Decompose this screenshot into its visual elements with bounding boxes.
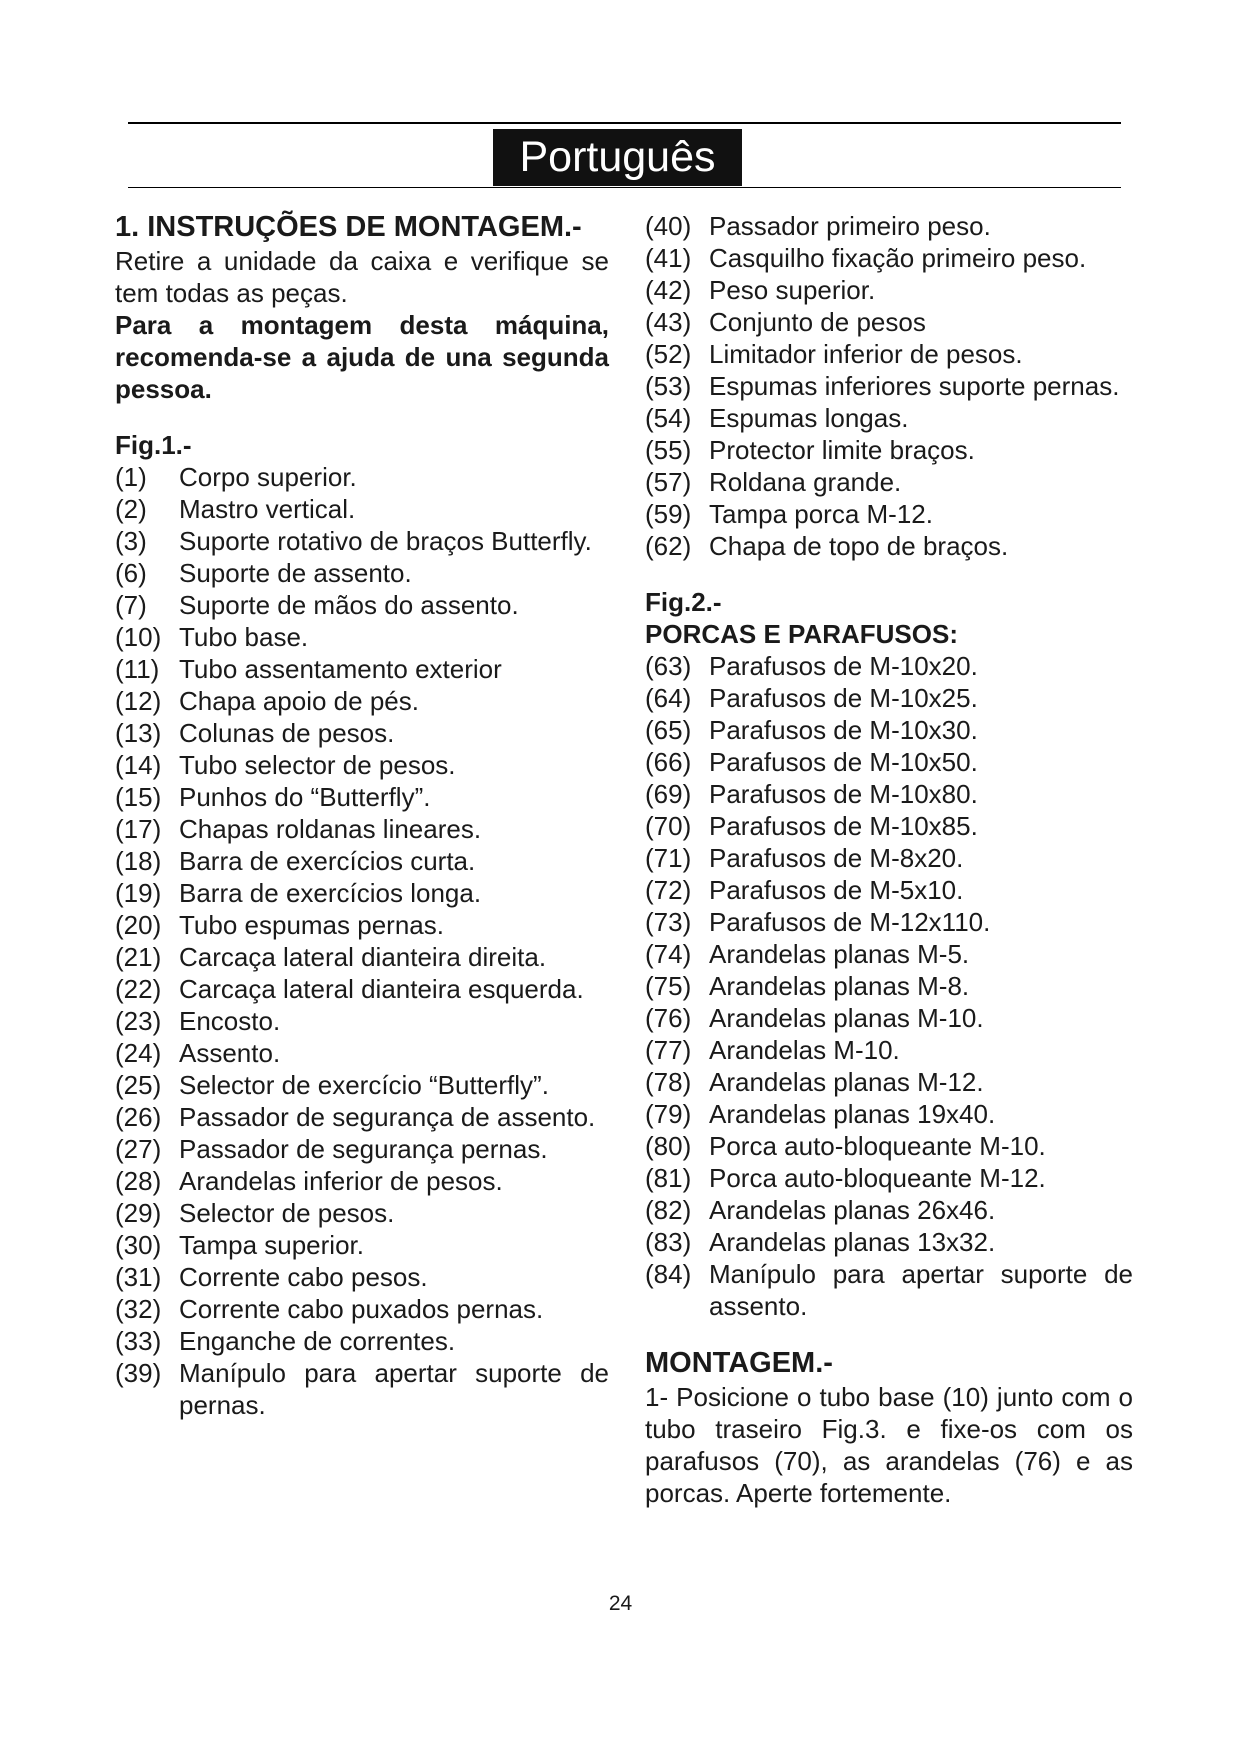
list-item	[115, 749, 609, 781]
item-text: Passador de segurança de assento.	[179, 1102, 596, 1132]
list-item	[115, 717, 609, 749]
list-item	[115, 621, 609, 653]
item-number: (23)	[115, 1006, 162, 1036]
item-text: Arandelas planas M-8.	[709, 971, 970, 1001]
list-item	[645, 810, 1133, 842]
list-item	[115, 941, 609, 973]
intro-paragraph: Retire a unidade da caixa e verifique se tem todas as peças.	[115, 246, 609, 308]
item-text: Carcaça lateral dianteira direita.	[179, 942, 547, 972]
item-text: Chapa de topo de braços.	[709, 531, 1009, 561]
item-number: (42)	[645, 275, 692, 305]
list-item	[645, 874, 1133, 906]
list-item	[115, 1261, 609, 1293]
item-text: Colunas de pesos.	[179, 718, 395, 748]
item-text: Parafusos de M-12x110.	[709, 907, 991, 937]
header-rule-bottom	[128, 187, 1121, 188]
fig2-heading: PORCAS E PARAFUSOS:	[645, 619, 958, 649]
item-number: (74)	[645, 939, 692, 969]
item-number: (32)	[115, 1294, 162, 1324]
item-number: (11)	[115, 654, 160, 684]
list-item	[645, 906, 1133, 938]
list-item	[115, 1069, 609, 1101]
item-text: Punhos do “Butterfly”.	[179, 782, 431, 812]
item-text: Parafusos de M-10x80.	[709, 779, 978, 809]
parts-list-right	[645, 210, 1133, 562]
list-item	[645, 1034, 1133, 1066]
item-text: Manípulo para apertar suporte de assento.	[709, 1259, 1133, 1321]
list-item	[115, 1037, 609, 1069]
item-number: (84)	[645, 1259, 692, 1289]
item-number: (41)	[645, 243, 692, 273]
item-number: (39)	[115, 1358, 162, 1388]
item-text: Chapa apoio de pés.	[179, 686, 419, 716]
list-item	[115, 877, 609, 909]
list-item	[645, 1162, 1133, 1194]
item-number: (40)	[645, 211, 692, 241]
item-number: (66)	[645, 747, 692, 777]
list-item	[645, 242, 1133, 274]
item-text: Carcaça lateral dianteira esquerda.	[179, 974, 584, 1004]
item-text: Tubo base.	[179, 622, 309, 652]
item-number: (59)	[645, 499, 692, 529]
list-item	[645, 1258, 1133, 1322]
item-text: Suporte de assento.	[179, 558, 412, 588]
fig1-label: Fig.1.-	[115, 430, 192, 460]
item-number: (25)	[115, 1070, 162, 1100]
item-text: Parafusos de M-10x20.	[709, 651, 978, 681]
list-item	[115, 589, 609, 621]
item-number: (33)	[115, 1326, 162, 1356]
item-number: (14)	[115, 750, 162, 780]
item-number: (31)	[115, 1262, 162, 1292]
item-text: Encosto.	[179, 1006, 281, 1036]
item-text: Parafusos de M-10x25.	[709, 683, 978, 713]
list-item	[645, 1002, 1133, 1034]
item-text: Peso superior.	[709, 275, 876, 305]
list-item	[645, 778, 1133, 810]
item-text: Chapas roldanas lineares.	[179, 814, 482, 844]
item-number: (27)	[115, 1134, 162, 1164]
item-text: Assento.	[179, 1038, 281, 1068]
item-number: (22)	[115, 974, 162, 1004]
item-text: Limitador inferior de pesos.	[709, 339, 1023, 369]
list-item	[645, 530, 1133, 562]
item-text: Parafusos de M-10x85.	[709, 811, 978, 841]
list-item	[645, 1194, 1133, 1226]
list-item	[115, 781, 609, 813]
item-text: Arandelas planas M-12.	[709, 1067, 984, 1097]
item-text: Barra de exercícios curta.	[179, 846, 476, 876]
list-item	[115, 1165, 609, 1197]
item-text: Suporte de mãos do assento.	[179, 590, 519, 620]
item-number: (12)	[115, 686, 162, 716]
right-column	[645, 210, 1133, 1509]
item-text: Porca auto-bloqueante M-10.	[709, 1131, 1046, 1161]
item-text: Tampa porca M-12.	[709, 499, 933, 529]
advice-paragraph: Para a montagem desta máquina, recomenda-se a ajuda de una segunda pessoa.	[115, 310, 609, 404]
list-item	[645, 970, 1133, 1002]
list-item	[115, 493, 609, 525]
item-number: (57)	[645, 467, 692, 497]
item-number: (10)	[115, 622, 162, 652]
assembly-step-1: 1- Posicione o tubo base (10) junto com o tubo traseiro Fig.3. e fixe-os com os parafusos (70), as arandelas (76) e as porcas. Aperte fortemente.	[645, 1382, 1133, 1508]
item-text: Corpo superior.	[179, 462, 357, 492]
item-number: (78)	[645, 1067, 692, 1097]
item-number: (81)	[645, 1163, 692, 1193]
item-text: Roldana grande.	[709, 467, 902, 497]
list-item	[645, 842, 1133, 874]
parts-list-left	[115, 461, 609, 1421]
item-text: Arandelas planas 26x46.	[709, 1195, 996, 1225]
item-number: (28)	[115, 1166, 162, 1196]
item-text: Corrente cabo pesos.	[179, 1262, 428, 1292]
item-text: Enganche de correntes.	[179, 1326, 456, 1356]
item-number: (53)	[645, 371, 692, 401]
list-item	[645, 682, 1133, 714]
item-number: (3)	[115, 526, 147, 556]
item-number: (6)	[115, 558, 147, 588]
screws-list	[645, 650, 1133, 1322]
language-banner: Português	[493, 129, 742, 186]
item-text: Tubo assentamento exterior	[179, 654, 502, 684]
item-number: (65)	[645, 715, 692, 745]
item-number: (29)	[115, 1198, 162, 1228]
item-text: Parafusos de M-10x50.	[709, 747, 978, 777]
section-title: 1. INSTRUÇÕES DE MONTAGEM.-	[115, 211, 582, 243]
item-number: (73)	[645, 907, 692, 937]
list-item	[115, 813, 609, 845]
item-number: (20)	[115, 910, 162, 940]
item-text: Tampa superior.	[179, 1230, 364, 1260]
header-rule-top	[128, 122, 1121, 124]
list-item	[645, 1226, 1133, 1258]
item-text: Arandelas M-10.	[709, 1035, 900, 1065]
item-text: Suporte rotativo de braços Butterfly.	[179, 526, 592, 556]
item-number: (43)	[645, 307, 692, 337]
item-text: Parafusos de M-10x30.	[709, 715, 978, 745]
list-item	[645, 370, 1133, 402]
item-number: (1)	[115, 462, 147, 492]
list-item	[645, 1066, 1133, 1098]
list-item	[115, 685, 609, 717]
page-number: 24	[608, 1592, 633, 1615]
item-number: (63)	[645, 651, 692, 681]
item-number: (70)	[645, 811, 692, 841]
list-item	[645, 402, 1133, 434]
list-item	[645, 1098, 1133, 1130]
item-text: Manípulo para apertar suporte de pernas.	[179, 1358, 609, 1420]
item-number: (77)	[645, 1035, 692, 1065]
item-number: (79)	[645, 1099, 692, 1129]
item-number: (52)	[645, 339, 692, 369]
fig2-label: Fig.2.-	[645, 587, 722, 617]
list-item	[115, 557, 609, 589]
list-item	[645, 466, 1133, 498]
item-text: Arandelas planas 19x40.	[709, 1099, 996, 1129]
item-text: Arandelas planas M-10.	[709, 1003, 984, 1033]
item-number: (17)	[115, 814, 162, 844]
item-text: Passador de segurança pernas.	[179, 1134, 548, 1164]
list-item	[645, 938, 1133, 970]
list-item	[115, 1325, 609, 1357]
item-number: (18)	[115, 846, 162, 876]
item-text: Selector de exercício “Butterfly”.	[179, 1070, 549, 1100]
item-text: Selector de pesos.	[179, 1198, 395, 1228]
item-text: Espumas inferiores suporte pernas.	[709, 371, 1120, 401]
list-item	[115, 1133, 609, 1165]
assembly-title: MONTAGEM.-	[645, 1347, 833, 1379]
left-column	[115, 210, 609, 1421]
item-number: (82)	[645, 1195, 692, 1225]
item-number: (15)	[115, 782, 162, 812]
list-item	[645, 650, 1133, 682]
list-item	[645, 498, 1133, 530]
list-item	[115, 1229, 609, 1261]
item-text: Arandelas planas M-5.	[709, 939, 970, 969]
list-item	[645, 274, 1133, 306]
item-number: (69)	[645, 779, 692, 809]
list-item	[115, 653, 609, 685]
item-number: (76)	[645, 1003, 692, 1033]
item-text: Barra de exercícios longa.	[179, 878, 482, 908]
item-text: Passador primeiro peso.	[709, 211, 991, 241]
list-item	[115, 1357, 609, 1421]
item-text: Tubo espumas pernas.	[179, 910, 444, 940]
list-item	[115, 1005, 609, 1037]
list-item	[645, 714, 1133, 746]
item-number: (75)	[645, 971, 692, 1001]
item-number: (26)	[115, 1102, 162, 1132]
item-number: (24)	[115, 1038, 162, 1068]
list-item	[115, 1101, 609, 1133]
item-text: Parafusos de M-5x10.	[709, 875, 964, 905]
item-number: (54)	[645, 403, 692, 433]
list-item	[115, 1293, 609, 1325]
item-number: (80)	[645, 1131, 692, 1161]
item-text: Arandelas planas 13x32.	[709, 1227, 996, 1257]
list-item	[645, 338, 1133, 370]
item-number: (30)	[115, 1230, 162, 1260]
item-text: Casquilho fixação primeiro peso.	[709, 243, 1087, 273]
item-text: Parafusos de M-8x20.	[709, 843, 964, 873]
list-item	[645, 434, 1133, 466]
item-number: (83)	[645, 1227, 692, 1257]
item-number: (62)	[645, 531, 692, 561]
item-number: (72)	[645, 875, 692, 905]
item-number: (7)	[115, 590, 147, 620]
item-number: (55)	[645, 435, 692, 465]
item-text: Arandelas inferior de pesos.	[179, 1166, 503, 1196]
list-item	[645, 210, 1133, 242]
list-item	[115, 973, 609, 1005]
item-number: (71)	[645, 843, 692, 873]
list-item	[115, 909, 609, 941]
item-text: Porca auto-bloqueante M-12.	[709, 1163, 1046, 1193]
item-number: (2)	[115, 494, 147, 524]
item-text: Espumas longas.	[709, 403, 909, 433]
item-number: (13)	[115, 718, 162, 748]
item-text: Tubo selector de pesos.	[179, 750, 456, 780]
list-item	[645, 746, 1133, 778]
list-item	[115, 525, 609, 557]
item-number: (64)	[645, 683, 692, 713]
item-text: Conjunto de pesos	[709, 307, 926, 337]
item-text: Protector limite braços.	[709, 435, 975, 465]
item-text: Corrente cabo puxados pernas.	[179, 1294, 544, 1324]
item-text: Mastro vertical.	[179, 494, 356, 524]
list-item	[115, 845, 609, 877]
list-item	[115, 1197, 609, 1229]
item-number: (19)	[115, 878, 162, 908]
list-item	[115, 461, 609, 493]
list-item	[645, 1130, 1133, 1162]
item-number: (21)	[115, 942, 162, 972]
list-item	[645, 306, 1133, 338]
